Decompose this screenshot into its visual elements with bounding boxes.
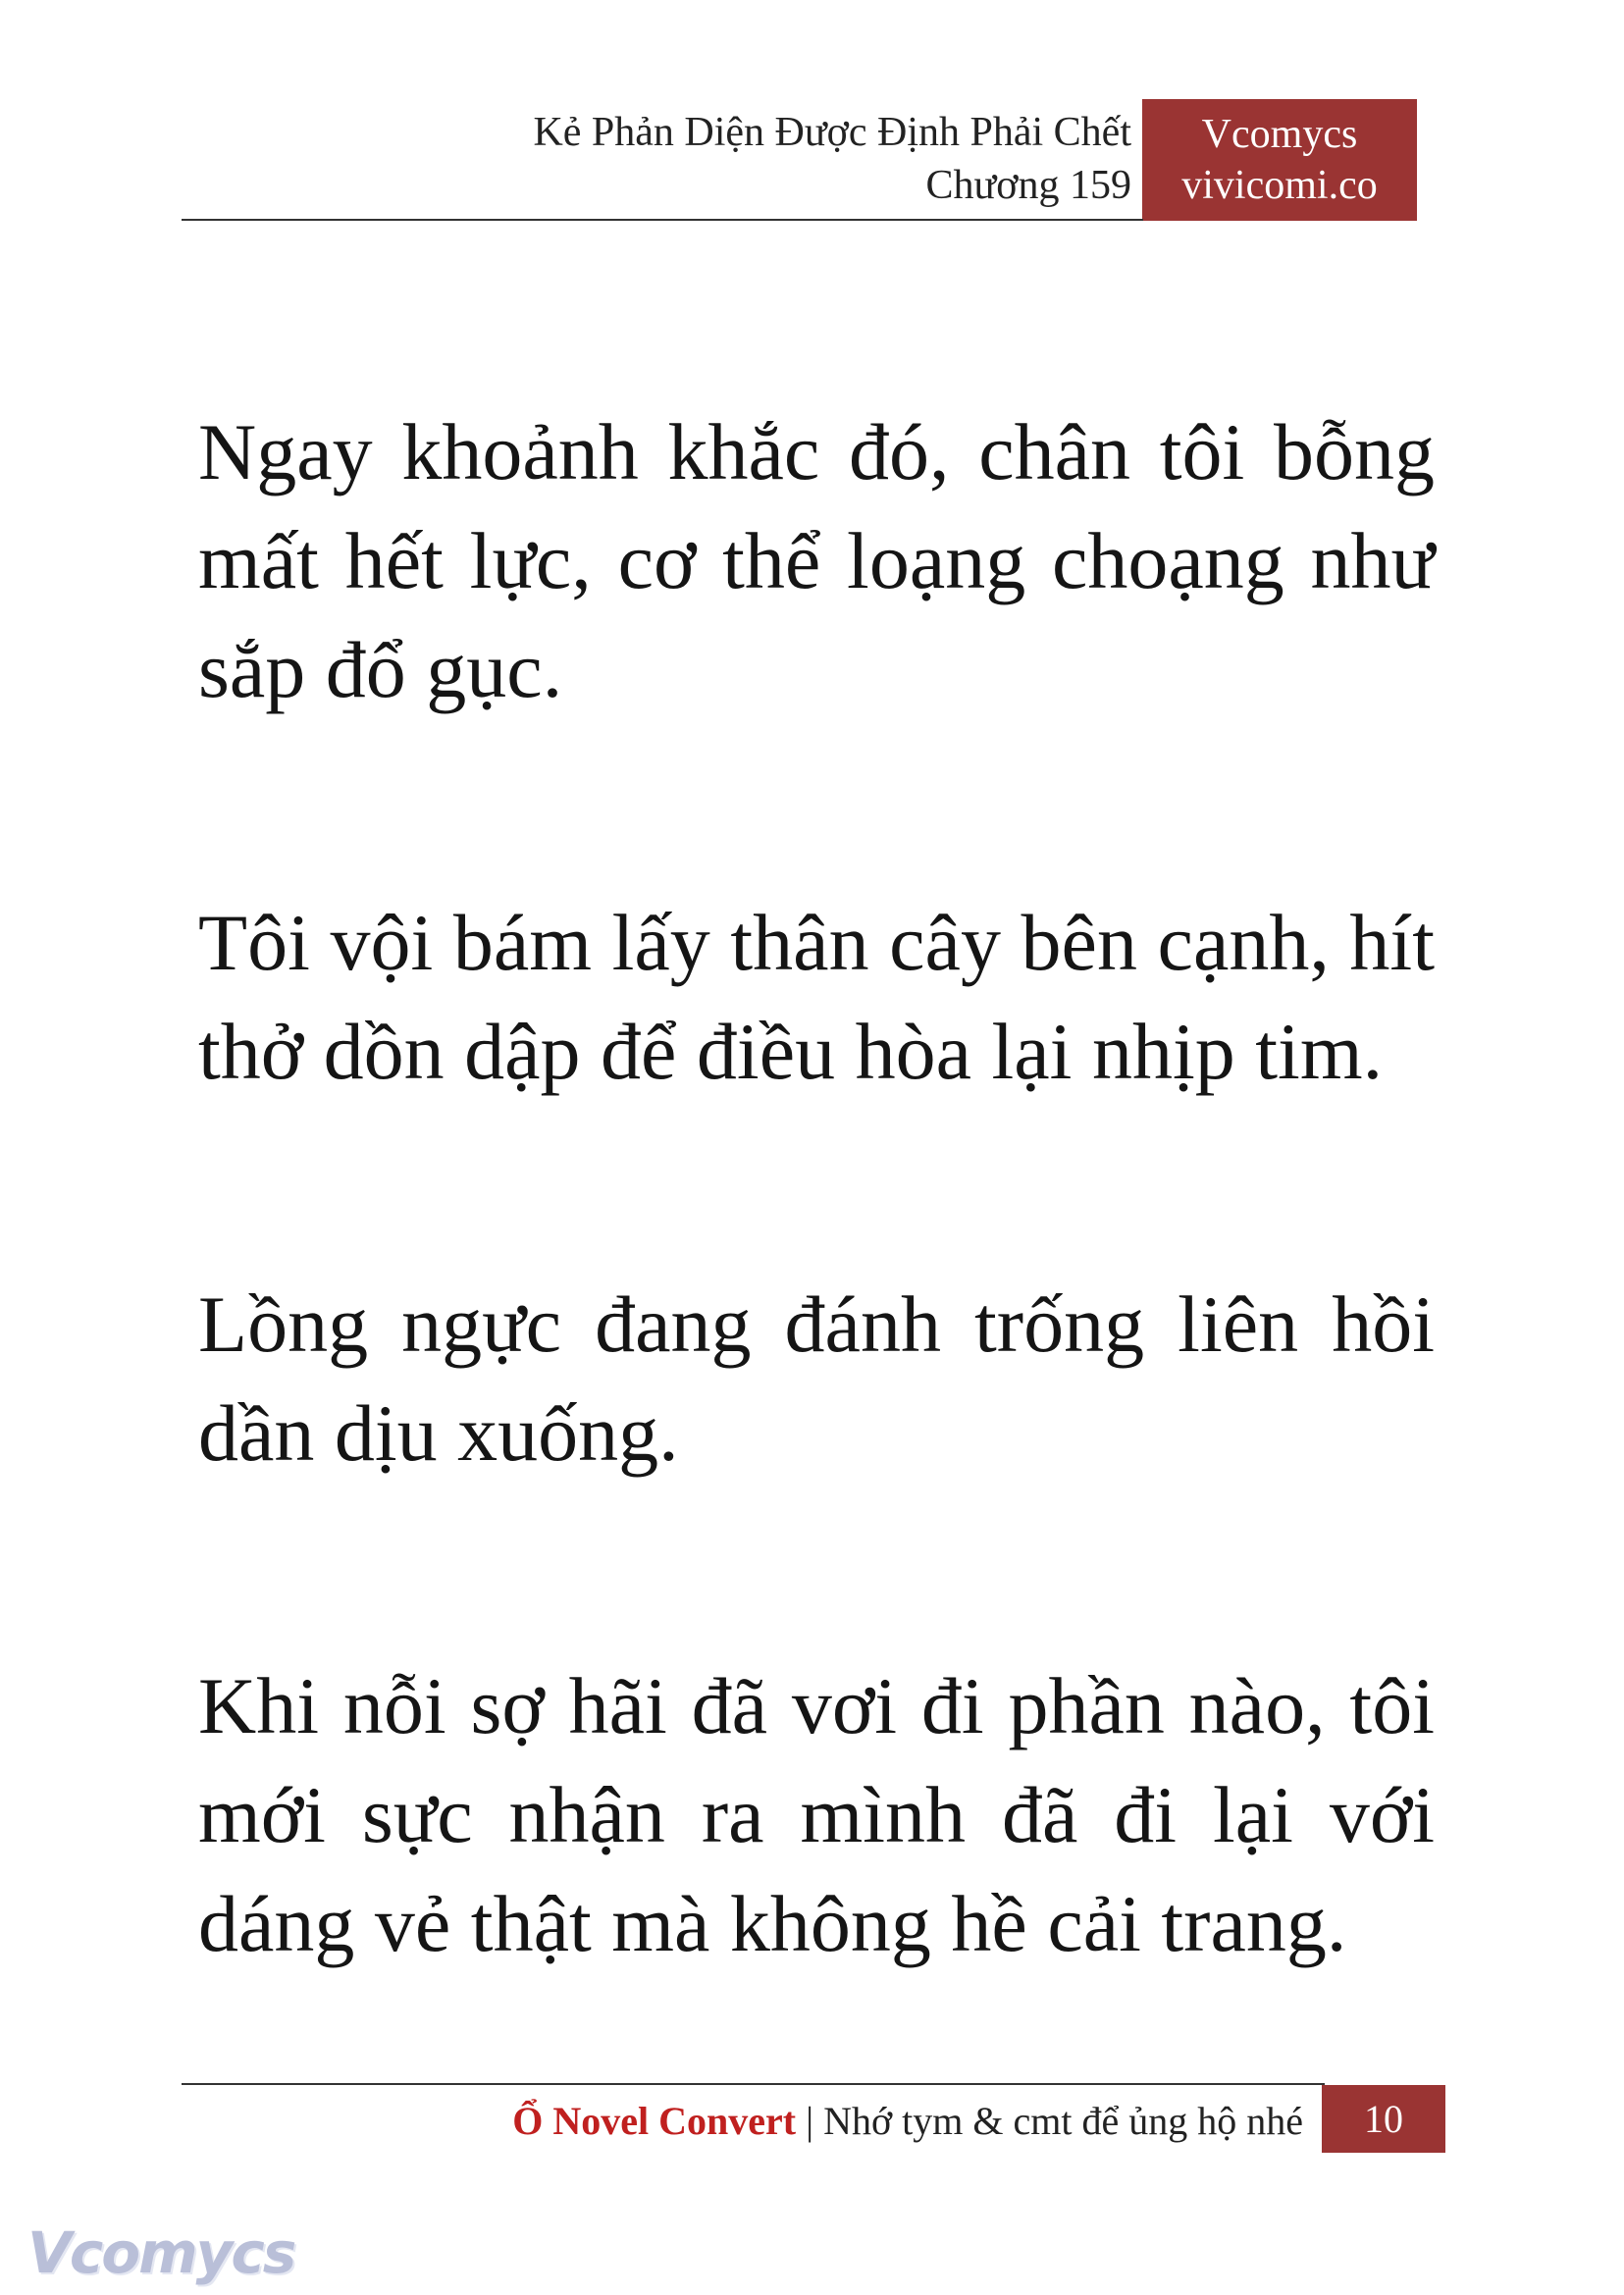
page-footer (512, 2092, 1303, 2151)
footer-message: Nhớ tym & cmt để ủng hộ nhé (823, 2099, 1303, 2143)
site-url: vivicomi.co (1181, 163, 1378, 208)
chapter-label: Chương 159 (925, 163, 1131, 208)
page-content (198, 397, 1435, 1978)
paragraph-4: Khi nỗi sợ hãi đã vơi đi phần nào, tôi mới sực nhận ra mình đã đi lại với dáng vẻ thật mà không hề cải trang. (198, 1661, 1435, 1968)
page-number: 10 (1322, 2085, 1445, 2153)
footer-separator: | (806, 2099, 814, 2143)
site-name: Vcomycs (1201, 112, 1358, 157)
footer-brand: Ổ Novel Convert (512, 2099, 797, 2143)
paragraph-1: Ngay khoảnh khắc đó, chân tôi bỗng mất hết lực, cơ thể loạng choạng như sắp đổ gục. (198, 407, 1435, 714)
book-title: Kẻ Phản Diện Được Định Phải Chết (533, 110, 1131, 155)
paragraph-2: Tôi vội bám lấy thân cây bên cạnh, hít thở dồn dập để điều hòa lại nhịp tim. (198, 898, 1435, 1096)
site-badge (1142, 99, 1417, 221)
paragraph-3: Lồng ngực đang đánh trống liên hồi dần dịu xuống. (198, 1279, 1435, 1478)
footer-divider (182, 2083, 1325, 2085)
page-header (533, 106, 1131, 212)
watermark-text: Vcomycs (27, 2219, 295, 2286)
header-divider (182, 219, 1143, 221)
watermark-logo (27, 2219, 294, 2286)
